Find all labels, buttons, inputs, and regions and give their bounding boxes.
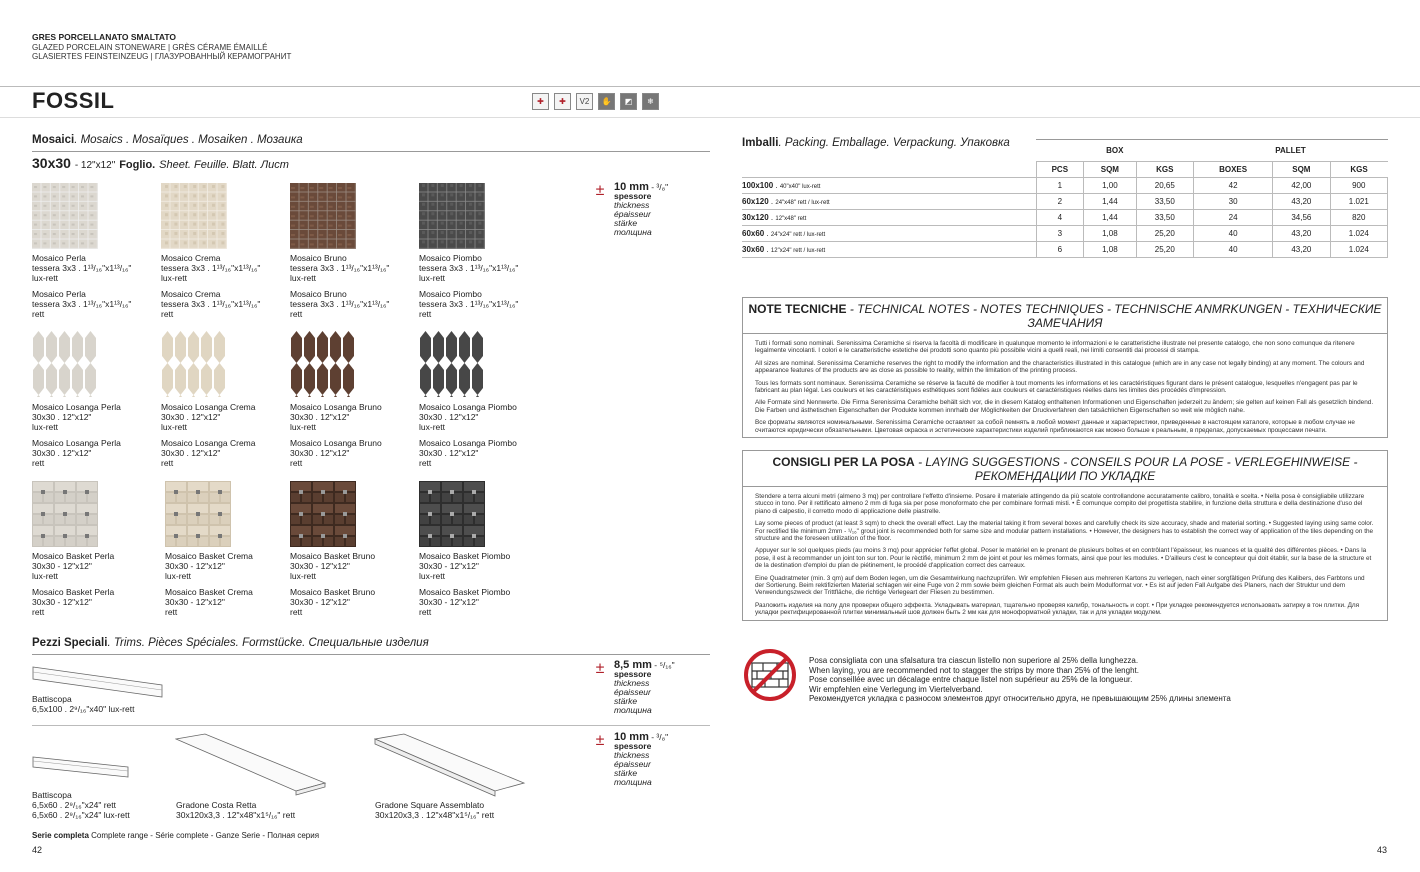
laying-suggestions-title: CONSIGLI PER LA POSA - LAYING SUGGESTIONS - CONSEILS POUR LA POSE - VERLEGEHINWEISE - РЕКОМЕНДАЦИИ ПО УКЛАДКЕ bbox=[743, 455, 1387, 487]
slip-icon: ✚ bbox=[554, 93, 571, 110]
thickness-mosaici: ± 10 mm - ³/₈" spessore thickness épaisseur stärke толщина bbox=[592, 183, 668, 237]
caption-losanga-crema: Mosaico Losanga Crema 30x30 . 12"x12" lux-rett Mosaico Losanga Crema 30x30 . 12"x12" rett bbox=[161, 402, 256, 468]
tile-basket-piombo bbox=[419, 481, 485, 547]
tile-basket-perla bbox=[32, 481, 98, 547]
thickness-icon: ± bbox=[595, 182, 605, 199]
tile-basket-crema bbox=[165, 481, 231, 547]
trim-gradone-costa-retta bbox=[175, 733, 327, 797]
collection-title: FOSSIL bbox=[32, 88, 115, 113]
caption-gradone-costa-retta: Gradone Costa Retta 30x120x3,3 . 12"x48"x1⁵/₁₆" rett bbox=[176, 800, 296, 820]
caption-basket-bruno: Mosaico Basket Bruno 30x30 - 12"x12" lux-rett Mosaico Basket Bruno 30x30 - 12"x12" rett bbox=[290, 551, 376, 617]
category-subtitle-2: GLASIERTES FEINSTEINZEUG | ГЛАЗУРОВАННЫЙ КЕРАМОГРАНИТ bbox=[32, 52, 292, 61]
mosaici-divider bbox=[32, 151, 710, 152]
trim-battiscopa-60 bbox=[32, 756, 132, 780]
caption-losanga-piombo: Mosaico Losanga Piombo 30x30 . 12"x12" lux-rett Mosaico Losanga Piombo 30x30 . 12"x12" rett bbox=[419, 402, 517, 468]
header-divider bbox=[0, 86, 1420, 87]
category-subtitle-1: GLAZED PORCELAIN STONEWARE | GRÈS CÉRAME ÉMAILLÉ bbox=[32, 43, 268, 52]
trim-gradone-square bbox=[374, 733, 526, 797]
packing-row: 60x120 . 24"x48" rett / lux-rett 2 1,44 33,50 30 43,20 1.021 bbox=[742, 194, 1388, 210]
tile-losanga-bruno bbox=[290, 331, 356, 397]
caption-battiscopa-60: Battiscopa 6,5x60 . 2⁹/₁₆"x24" rett 6,5x60 . 2⁹/₁₆"x24" lux-rett bbox=[32, 790, 130, 820]
packing-table: BOX PALLET PCS SQM KGS BOXES SQM KGS 100x100 . 40"x40" lux-rett 1 1,00 20,65 42 42,00 900 60x120 . 24"x48" rett / lux-rett 2 1,44 33,50 30 43,20 1.021 30x120 . 12"x48" rett 4 1,44 33,50 24 34,56 820 60x60 . 24"x24" rett / lux-rett 3 1,08 25,20 40 43,20 1.024 30x60 . 12"x24" rett / lux-rett 6 1,08 25,20 40 43,20 1.024 bbox=[742, 139, 1388, 258]
caption-basket-piombo: Mosaico Basket Piombo 30x30 - 12"x12" lux-rett Mosaico Basket Piombo 30x30 - 12"x12" rett bbox=[419, 551, 511, 617]
page-number-left: 42 bbox=[32, 845, 43, 855]
tile-mosaico-crema bbox=[161, 183, 227, 249]
no-stagger-icon bbox=[743, 648, 797, 702]
thickness-icon: ± bbox=[595, 732, 605, 749]
packing-row: 30x60 . 12"x24" rett / lux-rett 6 1,08 25,20 40 43,20 1.024 bbox=[742, 242, 1388, 258]
caption-mosaico-perla: Mosaico Perla tessera 3x3 . 1¹³/₁₆"x1¹³/₁₆" lux-rett Mosaico Perla tessera 3x3 . 1¹³/₁₆"x1¹³/₁₆" rett bbox=[32, 253, 132, 319]
laying-hint: Posa consigliata con una sfalsatura tra ciascun listello non superiore al 25% della lunghezza. When laying, you are recommended not to stagger the strips by more than 25% of the lenght. Pose conseillée avec un décalage entre chaque listel non supérieur au 25% de la longueur. Wir empfehlen eine Verlegung im Viertelverband. Рекомендуется укладка с разносом элементов друг относительно друга, не превышающим 25% длины элемента bbox=[809, 656, 1231, 703]
feature-icons bbox=[532, 93, 659, 110]
caption-mosaico-piombo: Mosaico Piombo tessera 3x3 . 1¹³/₁₆"x1¹³/₁₆" lux-rett Mosaico Piombo tessera 3x3 . 1¹³/₁₆"x1¹³/₁₆" rett bbox=[419, 253, 519, 319]
thickness-trims-85: ± 8,5 mm - ⁵/₁₆" spessore thickness épaisseur stärke толщина bbox=[592, 661, 675, 715]
pezzi-heading: Pezzi Speciali. Trims. Pièces Spéciales. Formstücke. Специальные изделия bbox=[32, 637, 429, 649]
packing-row: 60x60 . 24"x24" rett / lux-rett 3 1,08 25,20 40 43,20 1.024 bbox=[742, 226, 1388, 242]
packing-row: 100x100 . 40"x40" lux-rett 1 1,00 20,65 42 42,00 900 bbox=[742, 178, 1388, 194]
caption-basket-perla: Mosaico Basket Perla 30x30 - 12"x12" lux-rett Mosaico Basket Perla 30x30 - 12"x12" rett bbox=[32, 551, 115, 617]
category-title: GRES PORCELLANATO SMALTATO bbox=[32, 32, 177, 42]
tile-losanga-crema bbox=[161, 331, 227, 397]
caption-battiscopa-100: Battiscopa 6,5x100 . 2⁹/₁₆"x40" lux-rett bbox=[32, 694, 135, 714]
caption-losanga-perla: Mosaico Losanga Perla 30x30 . 12"x12" lux-rett Mosaico Losanga Perla 30x30 . 12"x12" rett bbox=[32, 402, 121, 468]
snowflake-icon: ❄ bbox=[642, 93, 659, 110]
pezzi-divider bbox=[32, 654, 710, 655]
tile-losanga-perla bbox=[32, 331, 98, 397]
packing-row: 30x120 . 12"x48" rett 4 1,44 33,50 24 34,56 820 bbox=[742, 210, 1388, 226]
caption-mosaico-crema: Mosaico Crema tessera 3x3 . 1¹³/₁₆"x1¹³/₁₆" lux-rett Mosaico Crema tessera 3x3 . 1¹³/₁₆"x1¹³/₁₆" rett bbox=[161, 253, 261, 319]
tile-mosaico-bruno bbox=[290, 183, 356, 249]
frost-icon: ✋ bbox=[598, 93, 615, 110]
scratch-icon: ✚ bbox=[532, 93, 549, 110]
technical-notes-title: NOTE TECNICHE - TECHNICAL NOTES - NOTES TECHNIQUES - TECHNISCHE ANMRKUNGEN - ТЕХНИЧЕСКИЕ ЗАМЕЧАНИЯ bbox=[743, 302, 1387, 334]
trims-divider bbox=[32, 725, 710, 726]
sheet-size: 30x30 - 12"x12" Foglio. Sheet. Feuille. Blatt. Лист bbox=[32, 155, 289, 171]
v2-icon: V2 bbox=[576, 93, 593, 110]
caption-gradone-square: Gradone Square Assemblato 30x120x3,3 . 12"x48"x1⁵/₁₆" rett bbox=[375, 800, 495, 820]
thickness-trims-10: ± 10 mm - ³/₈" spessore thickness épaisseur stärke толщина bbox=[592, 733, 668, 787]
title-divider bbox=[0, 117, 1420, 118]
tile-mosaico-perla bbox=[32, 183, 98, 249]
thickness-icon: ± bbox=[595, 660, 605, 677]
tile-basket-bruno bbox=[290, 481, 356, 547]
mosaici-heading: Mosaici. Mosaics . Mosaïques . Mosaiken . Мозаика bbox=[32, 134, 303, 146]
serie-completa: Serie completa Complete range - Série complete - Ganze Serie - Полная серия bbox=[32, 831, 320, 840]
imballi-heading: Imballi. Packing. Emballage. Verpackung. Упаковка bbox=[742, 137, 1010, 149]
tile-losanga-piombo bbox=[419, 331, 485, 397]
chemical-icon: ◩ bbox=[620, 93, 637, 110]
laying-suggestions-box: CONSIGLI PER LA POSA - LAYING SUGGESTIONS - CONSEILS POUR LA POSE - VERLEGEHINWEISE - РЕКОМЕНДАЦИИ ПО УКЛАДКЕ Stendere a terra alcuni metri (almeno 3 mq) per controllare l'effetto d'insieme. Posare il materiale attingendo da più scatole controllandone accuratamente calibro, tonalità e scelta. • Nella posa è consigliabile utilizzare stucco in tono. Per il rettificato almeno 2 mm di fuga sia per pose monoformato che per combinare formati misti. • È comunque compito del progettista stabilire, in funzione della struttura e della destinazione d'uso del piano di calpestio, il corretto modo di applicazione delle piastrelle. Lay some pieces of product (at least 3 sqm) to check the overall effect. Lay the material taking it from several boxes and carefully check its size accuracy, shade and material sorting. • Suggested laying using same color. For rectified tile minimum 2mm - ¹/₁₆" grout joint is recommended both for same size and modular pattern installations. • However, the designers has to establish the correct way of application of the tiles depending on the structure and the foreseen utilization of the floor. Appuyer sur le sol quelques pieds (au moins 3 mq) pour apprécier l'effet global. Poser le matériel en le prenant de plusieurs boîtes et en contrôlant l'épaisseur, les nuances et la qualité des différentes pièces. • Dans la pose, il est à recommander un joint ton sur ton. Pour le rèctifié, minimum 2 mm de joint et pour les mêmes formats, ainsi que pour les modules. • D'ailleurs c'est le concepteur qui doit établir, sur la base de la structure et de la destination d'emploi du plan de piétinement, le procédé d'application correct des carreaux. Eine Quadratmeter (min. 3 qm) auf dem Boden legen, um die Gesamtwirkung nachzuprüfen. Wir empfehlen Fliesen aus mehreren Kartons zu verlegen, nach einer sorgfältigen Prüfung des Kalibers, des Farbtons und der Sortierung. Beim rektifizierten Material schlagen wir eine Fuge von 2 mm sowie beim gleichen Format als auch beim Modulformat vor. • Es ist auf jeden Fall Aufgabe des Planers, nach der Struktur und dem Verwendungszweck der Trittfläche, die richtige Verlegeart der Fliesen zu bestimmen. Разложить изделия на полу для проверки общего эффекта. Укладывать материал, тщательно проверяя калибр, тональность и сорт. • При укладке рекомендуется использовать затирку в тон плитки. Для укладки ректифицированной плитки минимальный шов должен быть 2 мм как для моноформатной укладки, так и для укладки модулем. bbox=[742, 450, 1388, 621]
technical-notes-box: NOTE TECNICHE - TECHNICAL NOTES - NOTES TECHNIQUES - TECHNISCHE ANMRKUNGEN - ТЕХНИЧЕСКИЕ ЗАМЕЧАНИЯ Tutti i formati sono nominali. Serenissima Ceramiche si riserva la facoltà di modificare in qualunque momento le informazioni e le caratteristiche illustrate nel presente catalogo, che non sono comunque da ritenere legalmente vincolanti. I colori e le caratteristiche estetiche dei prodotti sono quanto più possibile vicini a quelli reali, nei limiti consentiti dai processi di stampa. All sizes are nominal. Serenissima Ceramiche reserves the right to modify the information and the characteristics illustrated in this catalogue (which are in any case not legally binding) at any moment. The colours and appearance features of the products are as close as possible to reality, within the limitation of the printing process. Tous les formats sont nominaux. Serenissima Ceramiche se réserve la faculté de modifier à tout moments les informations et les caractéristiques figurant dans le présent catalogue, lesquelles n'engagent pas par le fabricant au plan légal. Les couleurs et les caractéristiques esthétiques sont fidèles aux couleurs et caractéristiques réelles dans les limites des procédés d'impression. Alle Formate sind Nennwerte. Die Firma Serenissima Ceramiche behält sich vor, die in diesem Katalog enthaltenen Informationen und Eigenschaften jederzeit zu ändern; sie gelten auf keinen Fall als gesetzlich bindend. Die Farben und ästhetischen Eigenschaften der Produkte kommen innrhalb der Möglichkeiten der Druckverfahren den tatsächlichen Eigenschaften so weit wie möglich nahe. Все форматы являются номинальными. Serenissima Ceramiche оставляет за собой пемнять в любой момент данные и характеристики, приведенные в настоящем каталоге, которые в любом случае не считаются юридически обязательными. Цветовая окраска и эстетические характеристики изделий приближаются как можно больше к реальным, в пределах, допускаемых процессами печати. bbox=[742, 297, 1388, 438]
caption-mosaico-bruno: Mosaico Bruno tessera 3x3 . 1¹³/₁₆"x1¹³/₁₆" lux-rett Mosaico Bruno tessera 3x3 . 1¹³/₁₆"x1¹³/₁₆" rett bbox=[290, 253, 390, 319]
tile-mosaico-piombo bbox=[419, 183, 485, 249]
page-number-right: 43 bbox=[1377, 845, 1388, 855]
caption-losanga-bruno: Mosaico Losanga Bruno 30x30 . 12"x12" lux-rett Mosaico Losanga Bruno 30x30 . 12"x12" rett bbox=[290, 402, 382, 468]
caption-basket-crema: Mosaico Basket Crema 30x30 - 12"x12" lux-rett Mosaico Basket Crema 30x30 - 12"x12" rett bbox=[165, 551, 253, 617]
